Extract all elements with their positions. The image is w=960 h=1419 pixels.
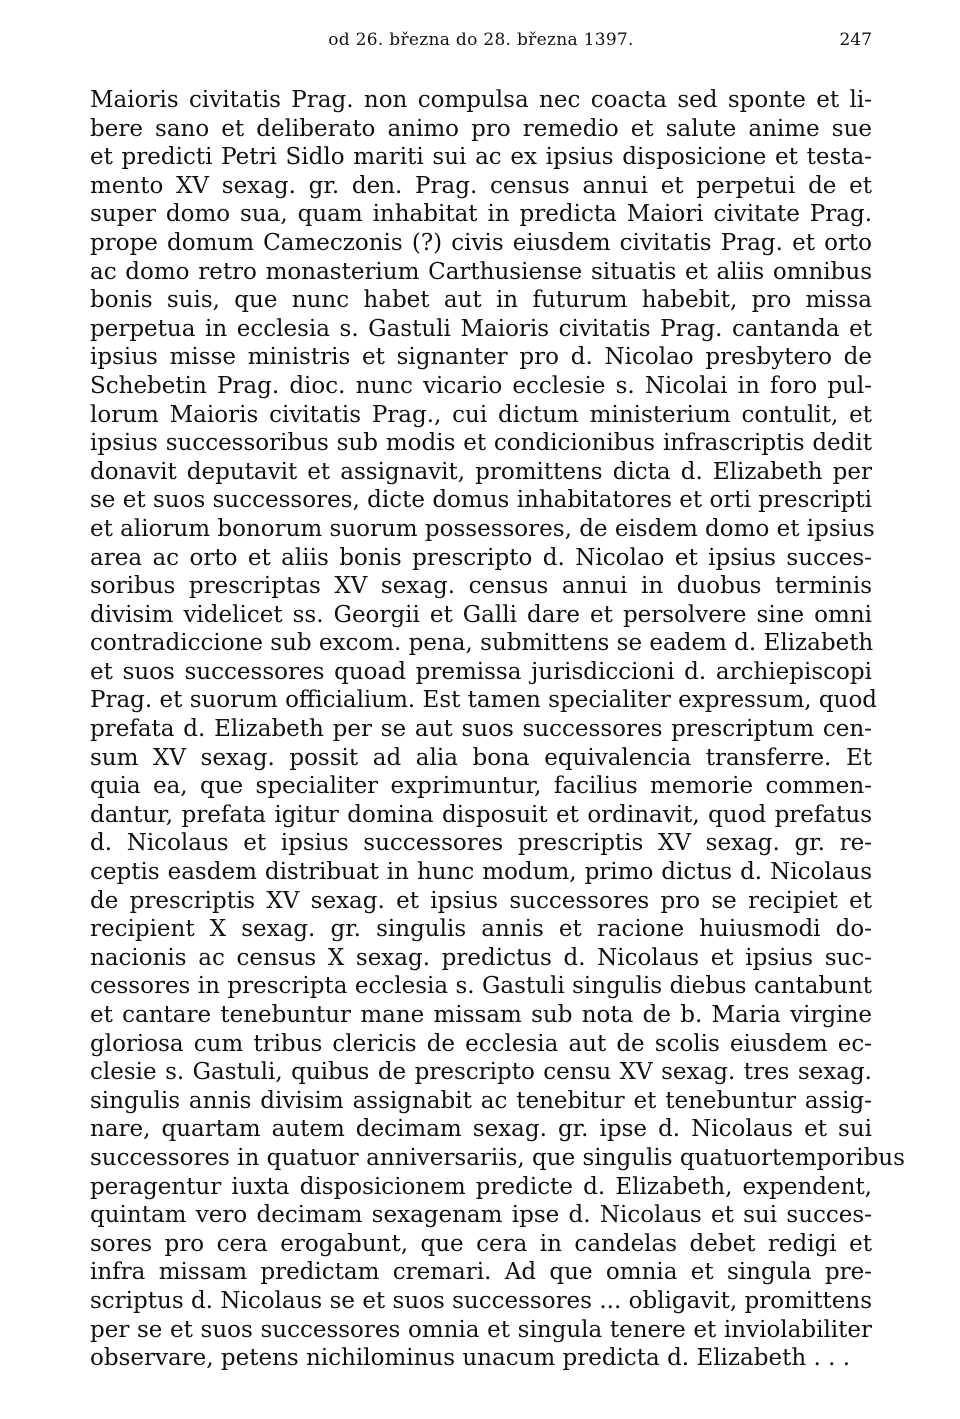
text-line: ipsius misse ministris et signanter pro d. Nicolao presbytero de [90,344,872,371]
text-line: Schebetin Prag. dioc. nunc vicario ecclesie s. Nicolai in foro pul- [90,372,872,399]
text-line: area ac orto et aliis bonis prescripto d. Nicolao et ipsius succes- [90,544,872,571]
body-text [90,86,905,1373]
text-line: lorum Maioris civitatis Prag., cui dictum ministerium contulit, et [90,401,872,428]
text-line: quintam vero decimam sexagenam ipse d. Nicolaus et sui succes- [90,1202,872,1229]
text-line: gloriosa cum tribus clericis de ecclesia aut de scolis eiusdem ec- [90,1030,872,1057]
text-line: dantur, prefata igitur domina disposuit et ordinavit, quod prefatus [90,801,872,828]
text-line: donavit deputavit et assignavit, promittens dicta d. Elizabeth per [90,458,872,485]
text-line: d. Nicolaus et ipsius successores prescriptis XV sexag. gr. re- [90,830,872,857]
text-line: peragentur iuxta disposicionem predicte d. Elizabeth, expendent, [90,1173,872,1200]
text-line: de prescriptis XV sexag. et ipsius successores pro se recipiet et [90,887,872,914]
text-line: ac domo retro monasterium Carthusiense situatis et aliis omnibus [90,258,872,285]
text-line: sores pro cera erogabunt, que cera in candelas debet redigi et [90,1230,872,1257]
text-line: per se et suos successores omnia et singula tenere et inviolabiliter [90,1316,872,1343]
page-number: 247 [839,30,872,50]
page-header [90,30,872,58]
running-head: od 26. března do 28. března 1397. [328,30,634,50]
text-line: Prag. et suorum officialium. Est tamen specialiter expressum, quod [90,687,878,714]
text-line: et cantare tenebuntur mane missam sub nota de b. Maria virgine [90,1002,872,1028]
text-line: prefata d. Elizabeth per se aut suos successores prescriptum cen- [90,716,872,743]
text-line: mento XV sexag. gr. den. Prag. census annui et perpetui de et [90,172,872,199]
text-line: soribus prescriptas XV sexag. census annui in duobus terminis [90,573,872,600]
text-line: super domo sua, quam inhabitat in predicta Maiori civitate Prag. [90,201,872,228]
text-line: Maioris civitatis Prag. non compulsa nec coacta sed sponte et li- [90,87,872,113]
text-line: perpetua in ecclesia s. Gastuli Maioris civitatis Prag. cantanda et [90,315,872,342]
text-line: singulis annis divisim assignabit ac tenebitur et tenebuntur assig- [90,1087,872,1114]
text-line: successores in quatuor anniversariis, que singulis quatuortemporibus [90,1144,905,1171]
text-line: observare, petens nichilominus unacum predicta d. Elizabeth . . . [90,1345,850,1372]
text-line: bere sano et deliberato animo pro remedio et salute anime sue [90,115,872,142]
text-line: bonis suis, que nunc habet aut in futurum habebit, pro missa [90,287,872,314]
text-line: cessores in prescripta ecclesia s. Gastuli singulis diebus cantabunt [90,973,872,1000]
text-line: recipient X sexag. gr. singulis annis et racione huiusmodi do- [90,916,872,943]
text-line: ceptis easdem distribuat in hunc modum, primo dictus d. Nicolaus [90,859,872,886]
text-line: prope domum Cameczonis (?) civis eiusdem civitatis Prag. et orto [90,229,872,256]
text-line: et aliorum bonorum suorum possessores, de eisdem domo et ipsius [90,515,875,542]
text-line: infra missam predictam cremari. Ad que omnia et singula pre- [90,1259,872,1286]
text-line: se et suos successores, dicte domus inhabitatores et orti prescripti [90,487,872,514]
text-line: nacionis ac census X sexag. predictus d. Nicolaus et ipsius suc- [90,944,872,971]
text-line: sum XV sexag. possit ad alia bona equivalencia transferre. Et [90,744,872,771]
text-line: contradiccione sub excom. pena, submittens se eadem d. Elizabeth [90,630,874,657]
text-line: ipsius successoribus sub modis et condicionibus infrascriptis dedit [90,430,872,457]
text-line: et suos successores quoad premissa jurisdiccioni d. archiepiscopi [90,658,872,685]
text-line: clesie s. Gastuli, quibus de prescripto censu XV sexag. tres sexag. [90,1059,872,1086]
text-line: et predicti Petri Sidlo mariti sui ac ex ipsius disposicione et testa- [90,144,872,171]
text-line: nare, quartam autem decimam sexag. gr. ipse d. Nicolaus et sui [90,1116,872,1143]
text-line: quia ea, que specialiter exprimuntur, facilius memorie commen- [90,773,872,800]
text-line: divisim videlicet ss. Georgii et Galli dare et persolvere sine omni [90,601,872,628]
text-line: scriptus d. Nicolaus se et suos successores ... obligavit, promittens [90,1287,872,1314]
